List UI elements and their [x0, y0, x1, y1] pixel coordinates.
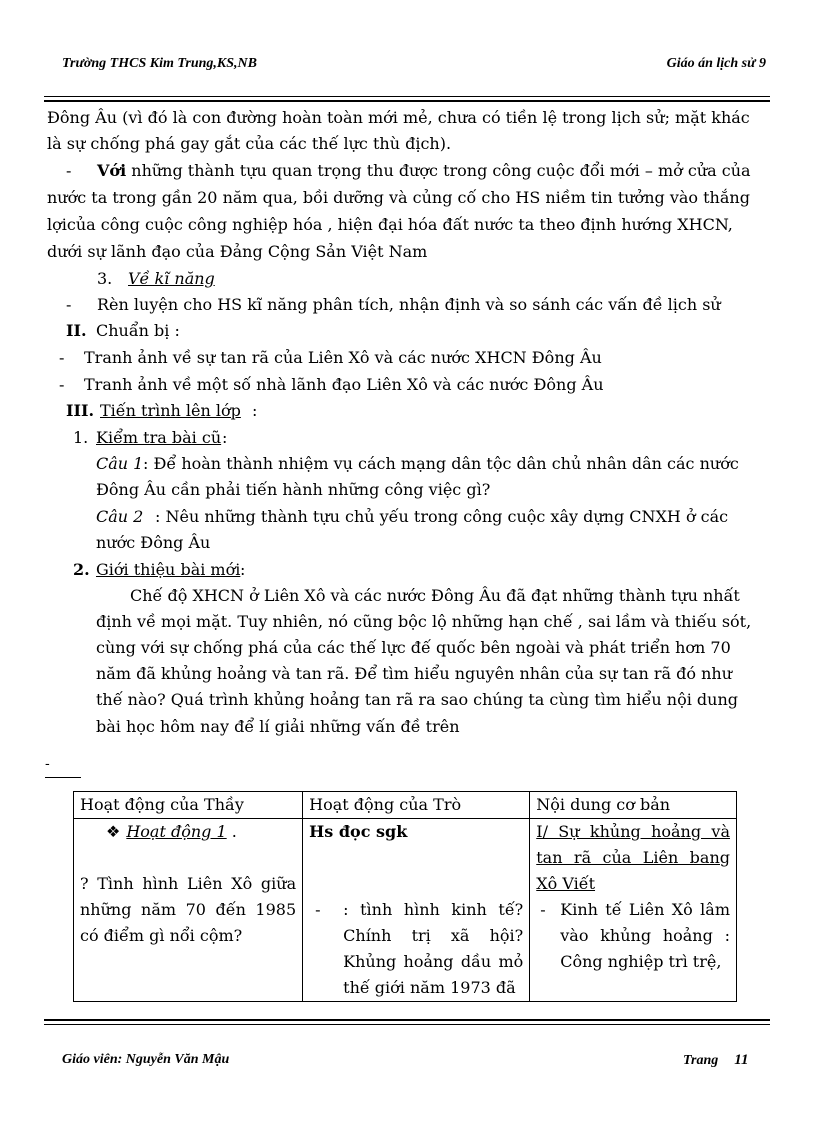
teacher-question: ? Tình hình Liên Xô giữa những năm 70 đến 1985 có điểm gì nổi cộm? — [80, 874, 297, 945]
skills-title: Về kĩ năng — [128, 269, 215, 288]
check-number: 1. — [73, 428, 89, 447]
intro-line-6: bài học hôm nay để lí giải những vấn đề trên — [96, 717, 460, 736]
content-cell — [530, 819, 737, 1002]
footer-page — [683, 1052, 748, 1069]
intro-line-2: định về mọi mặt. Tuy nhiên, nó cũng bộc lộ những hạn chế , sai lầm và thiếu sót, — [96, 612, 752, 631]
content-dash: - — [540, 900, 546, 919]
skills-number: 3. — [97, 269, 113, 288]
skills-text: Rèn luyện cho HS kĩ năng phân tích, nhận định và so sánh các vấn đề lịch sử — [97, 295, 721, 314]
intro-line-3: cùng với sự chống phá của các thế lực đế quốc bên ngoài và phát triển hơn 70 — [96, 638, 731, 657]
activity-table — [73, 791, 737, 1002]
header-basic-content: Nội dung cơ bản — [530, 792, 737, 819]
prep-1-dash: - — [59, 348, 65, 367]
section-3-title: Tiến trình lên lớp — [100, 401, 241, 420]
footer-page-label: Trang — [683, 1053, 719, 1068]
student-cell — [303, 819, 530, 1002]
p2-line-3: lợicủa công cuộc công nghiệp hóa , hiện đại hóa đất nước ta theo định hướng XHCN, — [47, 215, 733, 234]
question-1-line-1: : Để hoàn thành nhiệm vụ cách mạng dân tộc dân chủ nhân dân các nước — [143, 454, 739, 473]
header-rule — [44, 96, 770, 102]
intro-line-1: Chế độ XHCN ở Liên Xô và các nước Đông Âu đã đạt những thành tựu nhất — [130, 586, 740, 605]
question-2-line-2: nước Đông Âu — [96, 533, 211, 552]
header-school: Trường THCS Kim Trung,KS,NB — [62, 56, 257, 71]
stray-rule — [45, 777, 81, 778]
section-2-number: II. — [66, 321, 87, 340]
student-text: : tình hình kinh tế? Chính trị xã hội? Khủng hoảng dầu mỏ thế giới năm 1973 đã — [343, 900, 524, 997]
p1-line-1: Đông Âu (vì đó là con đường hoàn toàn mới mẻ, chưa có tiền lệ trong lịch sử; mặt khác — [47, 108, 750, 127]
footer-page-number: 11 — [734, 1052, 749, 1068]
header-student-activity: Hoạt động của Trò — [303, 792, 530, 819]
prep-2-text: Tranh ảnh về một số nhà lãnh đạo Liên Xô và các nước Đông Âu — [84, 375, 604, 394]
question-1-line-2: Đông Âu cần phải tiến hành những công việc gì? — [96, 480, 491, 499]
intro-number: 2. — [73, 560, 90, 579]
p2-line-4: dưới sự lãnh đạo của Đảng Cộng Sản Việt Nam — [47, 242, 428, 261]
stray-dash: - — [45, 756, 50, 772]
table-header-row — [74, 792, 737, 819]
student-dash: - — [315, 900, 321, 919]
table-row — [74, 819, 737, 1002]
question-2-label: Câu 2 — [96, 507, 144, 526]
footer-rule — [44, 1019, 770, 1025]
skills-dash: - — [66, 295, 72, 314]
activity-1-period: . — [231, 822, 237, 841]
header-subject: Giáo án lịch sử 9 — [666, 56, 766, 71]
content-section-title: I/ Sự khủng hoảng và tan rã của Liên bang Xô Viết — [536, 822, 730, 893]
section-3-number: III. — [66, 401, 95, 420]
intro-line-4: năm đã khủng hoảng và tan rã. Để tìm hiểu nguyên nhân của sự tan rã đó như — [96, 664, 732, 683]
p2-line-2: nước ta trong gần 20 năm qua, bồi dưỡng và củng cố cho HS niềm tin tưởng vào thắng — [47, 188, 750, 207]
section-3-colon: : — [252, 401, 258, 420]
intro-title: Giới thiệu bài mới — [96, 560, 241, 579]
teacher-cell — [74, 819, 303, 1002]
question-1-label: Câu 1 — [96, 454, 144, 473]
p2-dash: - — [66, 161, 72, 180]
check-colon: : — [222, 428, 228, 447]
footer-teacher: Giáo viên: Nguyễn Văn Mậu — [62, 1052, 230, 1067]
content-text: Kinh tế Liên Xô lâm vào khủng hoảng : Công nghiệp trì trệ, — [560, 900, 730, 971]
section-2-title: Chuẩn bị : — [96, 321, 180, 340]
header-teacher-activity: Hoạt động của Thầy — [74, 792, 303, 819]
check-title: Kiểm tra bài cũ — [96, 428, 222, 447]
p1-line-2: là sự chống phá gay gắt của các thế lực thù địch). — [47, 134, 452, 153]
question-2-line-1: : Nêu những thành tựu chủ yếu trong công cuộc xây dựng CNXH ở các — [155, 507, 729, 526]
p2-line-1: Với những thành tựu quan trọng thu được trong công cuộc đổi mới – mở cửa của — [97, 161, 751, 180]
prep-2-dash: - — [59, 375, 65, 394]
activity-1-label: Hoạt động 1 — [126, 822, 227, 841]
intro-line-5: thế nào? Quá trình khủng hoảng tan rã ra sao chúng ta cùng tìm hiểu nội dung — [96, 690, 739, 709]
intro-colon: : — [240, 560, 246, 579]
prep-1-text: Tranh ảnh về sự tan rã của Liên Xô và các nước XHCN Đông Âu — [84, 348, 602, 367]
student-read-textbook: Hs đọc sgk — [309, 822, 408, 841]
diamond-bullet-icon: ❖ — [106, 822, 121, 841]
